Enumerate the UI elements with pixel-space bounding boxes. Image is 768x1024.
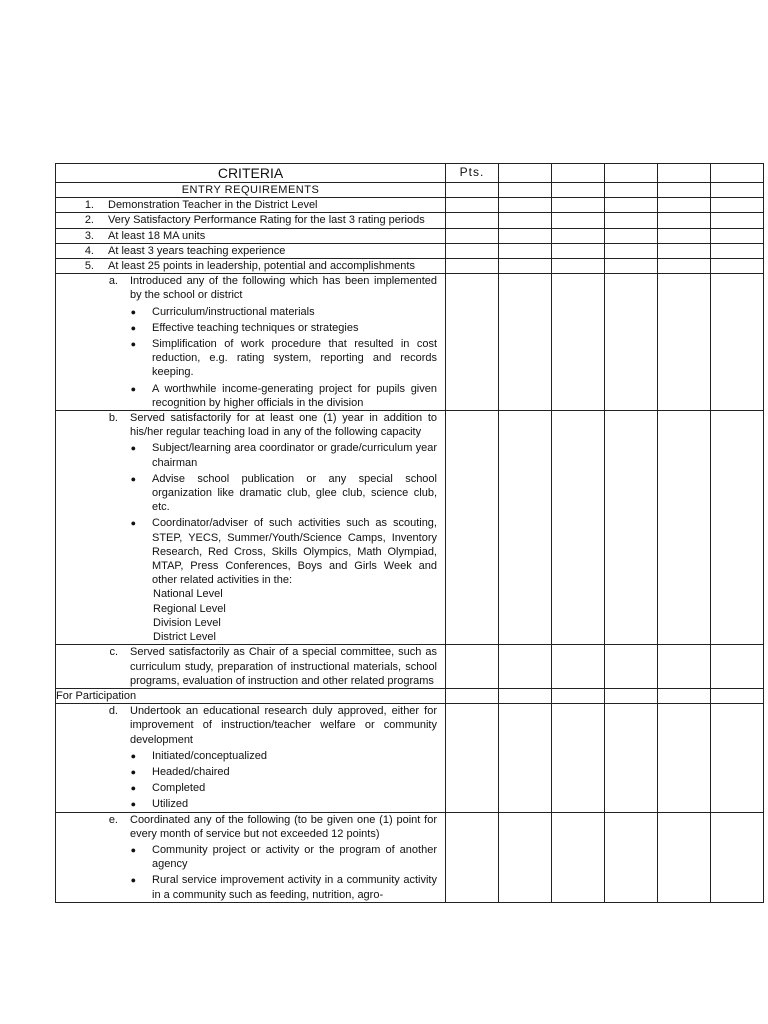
sub-item-letter: e.	[108, 813, 118, 826]
score-cell[interactable]	[552, 164, 605, 183]
bullet-text: Simplification of work procedure that resulted in cost reduction, e.g. rating system, reporting and records keeping.	[152, 338, 437, 379]
score-cell[interactable]	[552, 411, 605, 645]
score-cell[interactable]	[552, 274, 605, 411]
table-row	[56, 704, 764, 812]
score-cell[interactable]	[711, 164, 764, 183]
bullet-icon: ●	[130, 783, 136, 794]
entry-requirements-heading: ENTRY REQUIREMENTS	[56, 183, 446, 198]
score-cell[interactable]	[605, 812, 658, 902]
item-number: 3.	[84, 229, 94, 242]
score-cell[interactable]	[446, 812, 499, 902]
bullet-text: A worthwhile income-generating project for pupils given recognition by higher officials in the division	[152, 382, 437, 409]
section-label: For Participation	[56, 688, 446, 703]
criterion-text: Demonstration Teacher in the District Level	[108, 199, 318, 212]
score-cell[interactable]	[605, 183, 658, 198]
header-row	[56, 164, 764, 183]
bullet-icon: ●	[130, 306, 136, 317]
bullet-text: Headed/chaired	[152, 765, 230, 778]
bullet-text: Effective teaching techniques or strategies	[152, 321, 359, 334]
score-cell[interactable]	[711, 812, 764, 902]
table-row	[56, 274, 764, 411]
score-cell[interactable]	[446, 183, 499, 198]
bullet-icon: ●	[130, 844, 136, 855]
bullet-text: Community project or activity or the program of another agency	[152, 843, 437, 871]
score-cell[interactable]	[499, 213, 552, 228]
score-cell[interactable]	[552, 812, 605, 902]
points-heading: Pts.	[446, 164, 499, 183]
score-cell[interactable]	[499, 688, 552, 703]
level-item: Division Level	[153, 616, 221, 629]
score-cell[interactable]	[552, 183, 605, 198]
bullet-text: Utilized	[152, 798, 189, 811]
score-cell[interactable]	[446, 198, 499, 213]
score-cell[interactable]	[446, 259, 499, 274]
criteria-table	[55, 163, 764, 903]
score-cell[interactable]	[658, 274, 711, 411]
score-cell[interactable]	[658, 259, 711, 274]
bullet-text: Subject/learning area coordinator or grade/curriculum year chairman	[152, 442, 437, 469]
criterion-text: At least 3 years teaching experience	[108, 244, 286, 257]
score-cell[interactable]	[552, 259, 605, 274]
score-cell[interactable]	[658, 645, 711, 689]
bullet-icon: ●	[130, 766, 136, 777]
bullet-icon: ●	[130, 518, 136, 529]
score-cell[interactable]	[658, 213, 711, 228]
score-cell[interactable]	[711, 228, 764, 243]
bullet-icon: ●	[130, 339, 136, 350]
score-cell[interactable]	[499, 259, 552, 274]
score-cell[interactable]	[446, 645, 499, 689]
sub-item-letter: d.	[108, 705, 118, 718]
table-row	[56, 213, 764, 228]
bullet-icon: ●	[130, 443, 136, 454]
score-cell[interactable]	[658, 812, 711, 902]
score-cell[interactable]	[499, 812, 552, 902]
sub-item-letter: b.	[108, 412, 118, 425]
table-row	[56, 198, 764, 213]
table-row	[56, 688, 764, 703]
bullet-text: Curriculum/instructional materials	[152, 305, 315, 318]
score-cell[interactable]	[499, 183, 552, 198]
score-cell[interactable]	[711, 213, 764, 228]
score-cell[interactable]	[711, 274, 764, 411]
score-cell[interactable]	[605, 243, 658, 258]
score-cell[interactable]	[552, 688, 605, 703]
score-cell[interactable]	[446, 228, 499, 243]
score-cell[interactable]	[711, 198, 764, 213]
score-cell[interactable]	[658, 243, 711, 258]
bullet-text: Initiated/conceptualized	[152, 749, 267, 762]
level-item: National Level	[153, 588, 223, 601]
criterion-text: Very Satisfactory Performance Rating for the last 3 rating periods	[108, 214, 425, 227]
score-cell[interactable]	[446, 688, 499, 703]
item-number: 5.	[84, 260, 94, 273]
score-cell[interactable]	[605, 213, 658, 228]
score-cell[interactable]	[658, 228, 711, 243]
bullet-text: Completed	[152, 782, 206, 795]
score-cell[interactable]	[605, 228, 658, 243]
score-cell[interactable]	[711, 243, 764, 258]
table-row	[56, 812, 764, 902]
score-cell[interactable]	[605, 198, 658, 213]
score-cell[interactable]	[658, 183, 711, 198]
item-number: 4.	[84, 244, 94, 257]
score-cell[interactable]	[658, 164, 711, 183]
criterion-text: At least 25 points in leadership, potential and accomplishments	[108, 260, 415, 273]
score-cell[interactable]	[711, 688, 764, 703]
sub-item-letter: c.	[109, 646, 118, 659]
criterion-text: Coordinated any of the following (to be given one (1) point for every month of service but not exceeded 12 points)	[130, 813, 437, 840]
bullet-text: Coordinator/adviser of such activities such as scouting, STEP, YECS, Summer/Youth/Science Camps, Inventory Research, Red Cross, Skills Olympics, Math Olympiad, MTAP, Press Conferences, Boys and Girls Week and other related activities in the:	[152, 517, 437, 587]
score-cell[interactable]	[499, 243, 552, 258]
bullet-icon: ●	[130, 799, 136, 810]
bullet-icon: ●	[130, 750, 136, 761]
criterion-text: Introduced any of the following which has been implemented by the school or district	[130, 275, 437, 302]
score-cell[interactable]	[446, 243, 499, 258]
score-cell[interactable]	[499, 164, 552, 183]
score-cell[interactable]	[499, 411, 552, 645]
bullet-text: Rural service improvement activity in a community activity in a community such as feeding, nutrition, agro-	[152, 874, 437, 901]
bullet-text: Advise school publication or any special school organization like dramatic club, glee club, science club, etc.	[152, 472, 437, 514]
table-row	[56, 243, 764, 258]
score-cell[interactable]	[552, 243, 605, 258]
score-cell[interactable]	[711, 183, 764, 198]
score-cell[interactable]	[605, 259, 658, 274]
table-row	[56, 183, 764, 198]
table-row	[56, 228, 764, 243]
item-number: 2.	[84, 214, 94, 227]
level-item: Regional Level	[153, 602, 226, 615]
score-cell[interactable]	[446, 274, 499, 411]
score-cell[interactable]	[658, 198, 711, 213]
score-cell[interactable]	[605, 688, 658, 703]
table-row	[56, 259, 764, 274]
score-cell[interactable]	[711, 411, 764, 645]
bullet-icon: ●	[130, 322, 136, 333]
score-cell[interactable]	[552, 704, 605, 812]
score-cell[interactable]	[658, 704, 711, 812]
score-cell[interactable]	[446, 213, 499, 228]
item-number: 1.	[84, 199, 94, 212]
level-item: District Level	[153, 631, 216, 644]
score-cell[interactable]	[499, 228, 552, 243]
score-cell[interactable]	[605, 704, 658, 812]
score-cell[interactable]	[605, 411, 658, 645]
score-cell[interactable]	[605, 274, 658, 411]
score-cell[interactable]	[499, 198, 552, 213]
score-cell[interactable]	[552, 198, 605, 213]
score-cell[interactable]	[711, 645, 764, 689]
criterion-text: Undertook an educational research duly approved, either for improvement of instruction/teacher welfare or community development	[130, 705, 437, 746]
bullet-icon: ●	[130, 473, 136, 484]
score-cell[interactable]	[552, 228, 605, 243]
score-cell[interactable]	[499, 704, 552, 812]
score-cell[interactable]	[446, 704, 499, 812]
table-row	[56, 645, 764, 689]
bullet-icon: ●	[130, 383, 136, 394]
criterion-text: Served satisfactorily as Chair of a special committee, such as curriculum study, preparation of instructional materials, school programs, evaluation of instruction and other related programs	[130, 646, 437, 687]
sub-item-letter: a.	[108, 275, 118, 288]
score-cell[interactable]	[446, 411, 499, 645]
criteria-heading: CRITERIA	[56, 164, 446, 183]
score-cell[interactable]	[711, 704, 764, 812]
criterion-text: Served satisfactorily for at least one (1) year in addition to his/her regular teaching load in any of the following capacity	[130, 412, 437, 439]
score-cell[interactable]	[711, 259, 764, 274]
bullet-icon: ●	[130, 875, 136, 886]
score-cell[interactable]	[499, 274, 552, 411]
score-cell[interactable]	[552, 213, 605, 228]
score-cell[interactable]	[552, 645, 605, 689]
score-cell[interactable]	[499, 645, 552, 689]
score-cell[interactable]	[605, 164, 658, 183]
score-cell[interactable]	[658, 411, 711, 645]
table-row	[56, 411, 764, 645]
score-cell[interactable]	[605, 645, 658, 689]
criterion-text: At least 18 MA units	[108, 229, 206, 242]
score-cell[interactable]	[658, 688, 711, 703]
